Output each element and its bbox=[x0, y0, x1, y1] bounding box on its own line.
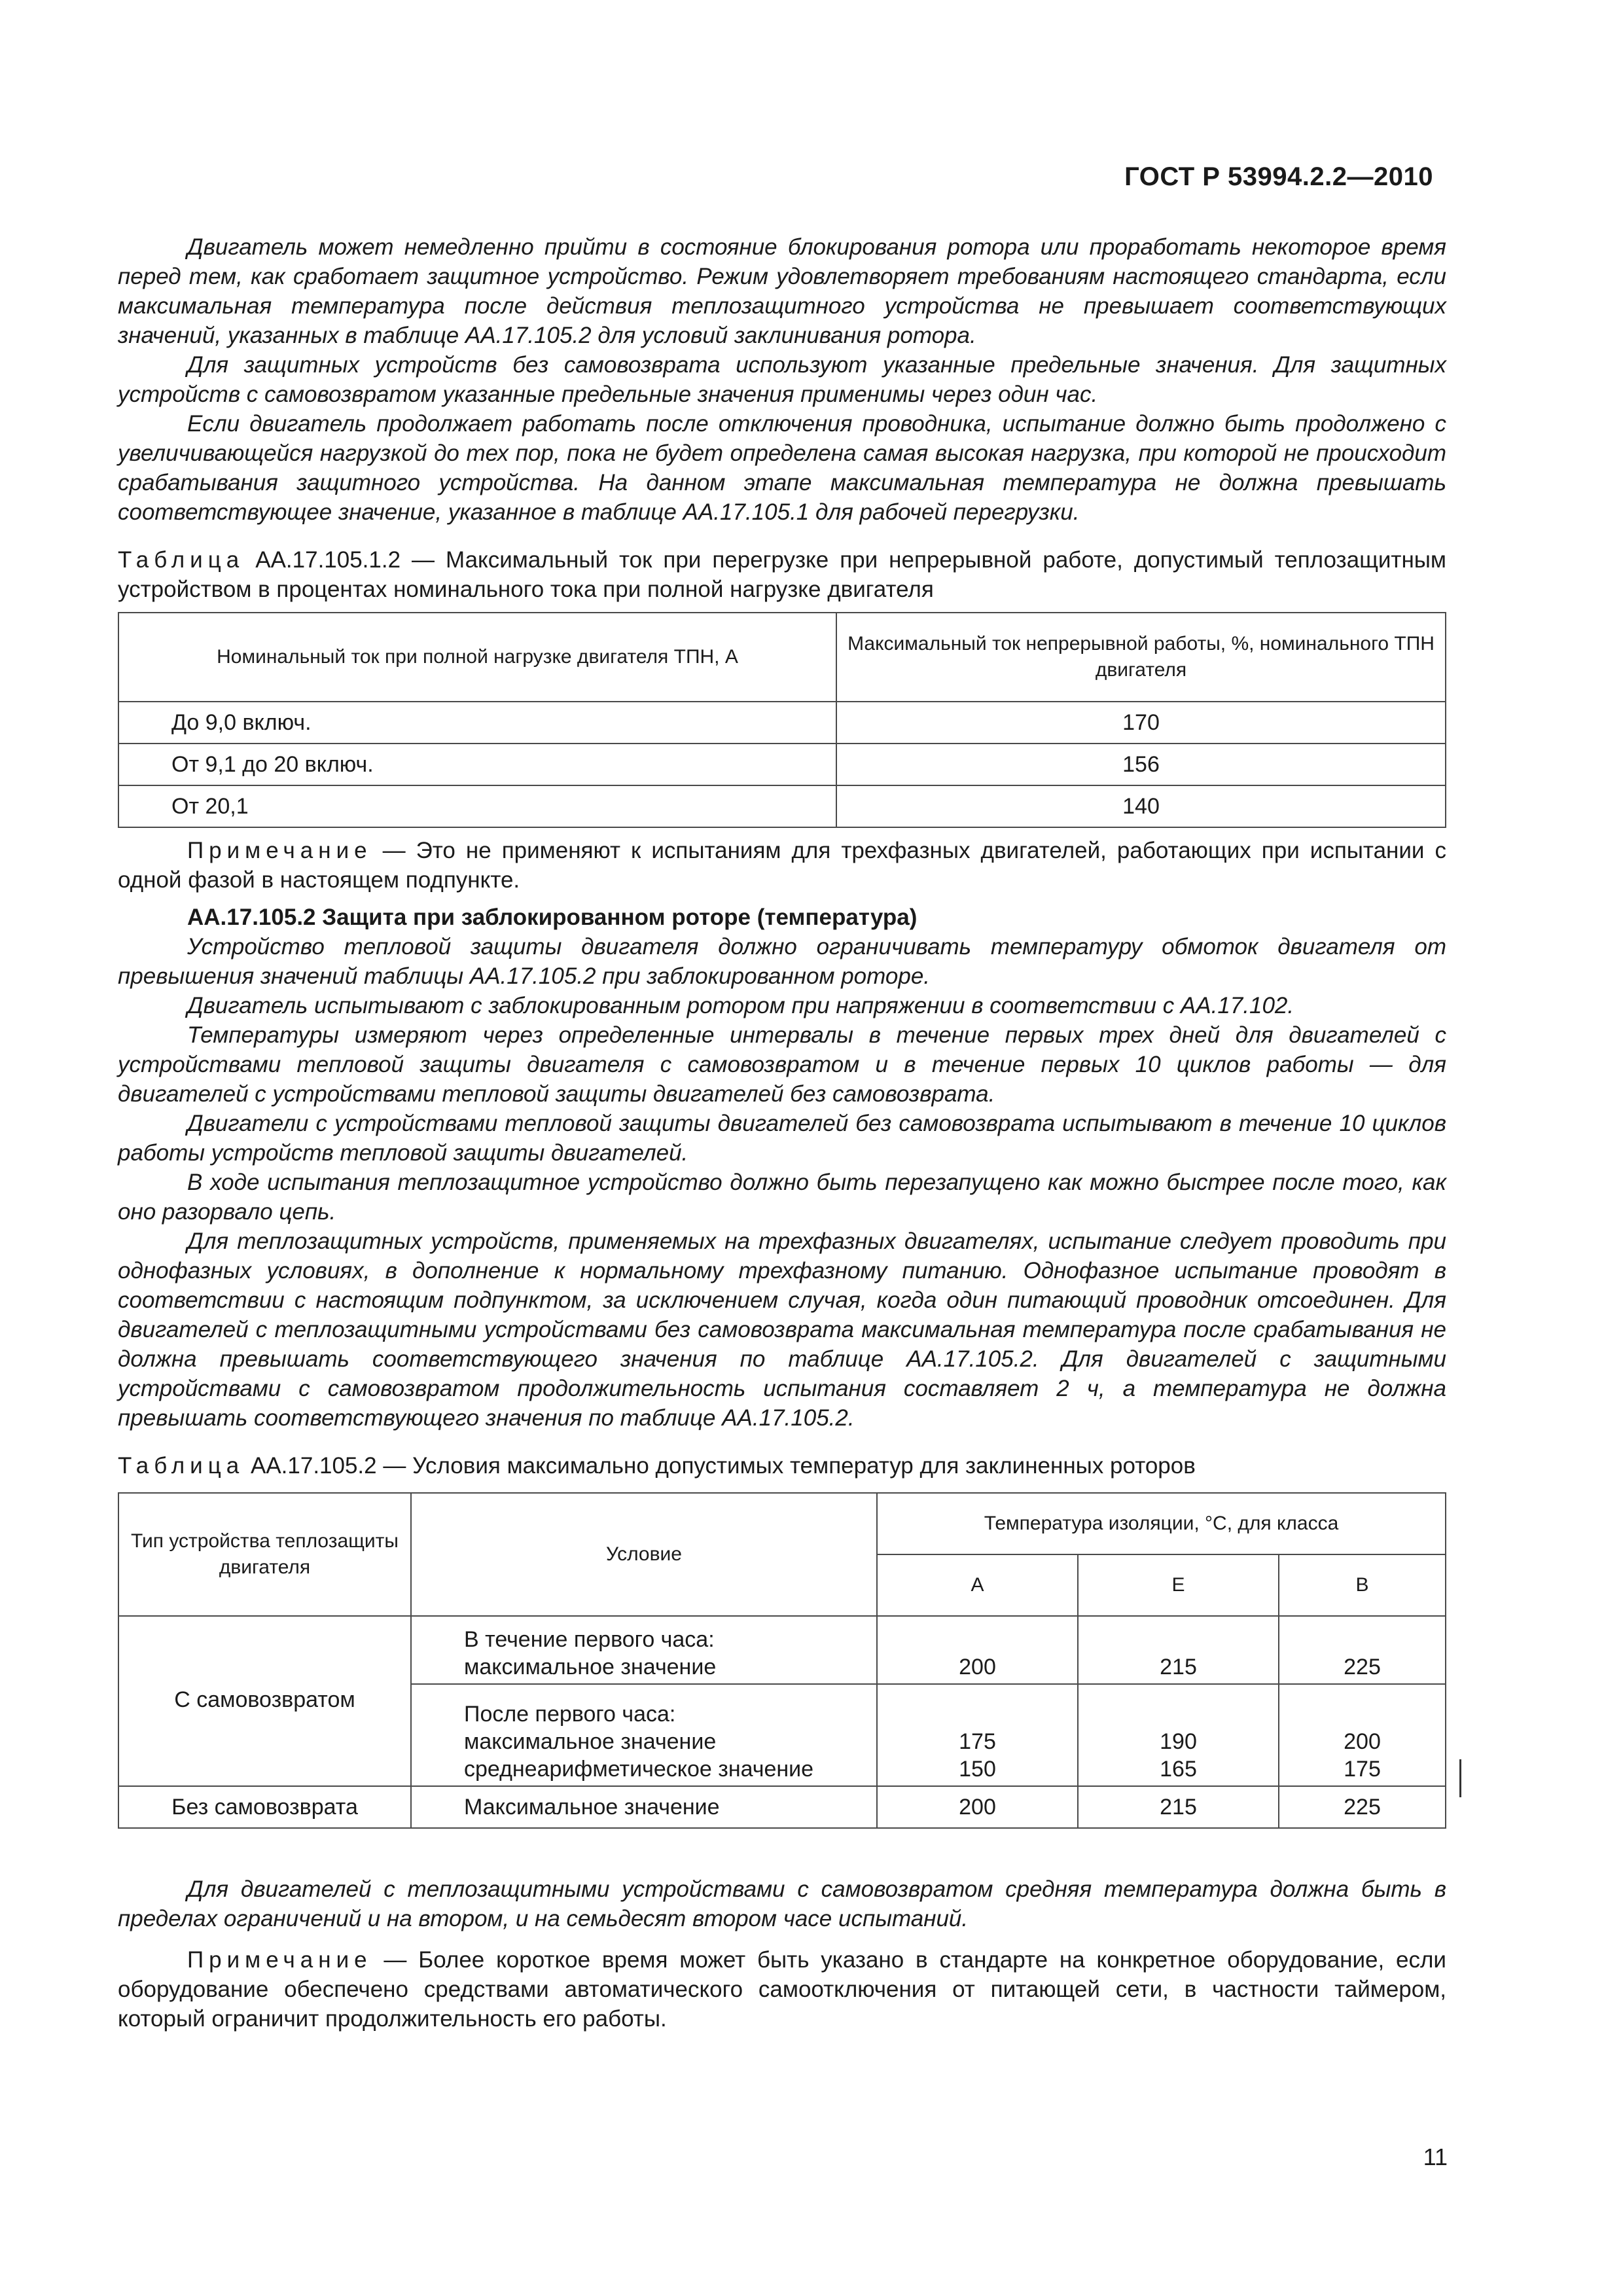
table-caption-text: АА.17.105.1.2 — Максимальный ток при перегрузке при непрерывной работе, допустимый теплозащитным устройством в процентах номинального тока при полной нагрузке двигателя bbox=[118, 547, 1446, 602]
table-header-cell: Условие bbox=[411, 1493, 877, 1616]
table-header-cell: Максимальный ток непрерывной работы, %, номинального ТПН двигателя bbox=[836, 613, 1446, 702]
cell-line: 190 bbox=[1160, 1729, 1197, 1754]
cell-line: среднеарифметическое значение bbox=[464, 1757, 814, 1782]
cell-line: 165 bbox=[1160, 1757, 1197, 1782]
table-cell bbox=[1279, 1684, 1446, 1786]
note-text: — Более короткое время может быть указано в стандарте на конкретное оборудование, если оборудование обеспечено средствами автоматического самоотключения от питающей сети, в частности таймером, который ограничит продолжительность его работы. bbox=[118, 1947, 1446, 2032]
change-bar bbox=[1459, 1759, 1461, 1797]
note bbox=[118, 1945, 1446, 2034]
paragraph: Двигатели с устройствами тепловой защиты двигателей без самовозврата испытывают в течение 10 циклов работы устройств тепловой защиты двигателей. bbox=[118, 1111, 1446, 1166]
table-header-row bbox=[118, 1493, 1446, 1554]
table-header-row bbox=[118, 613, 1446, 702]
paragraph: Для двигателей с теплозащитными устройствами с самовозвратом средняя температура должна быть в пределах ограничений и на втором, и на семьдесят втором часе испытаний. bbox=[118, 1876, 1446, 1931]
table2-caption bbox=[118, 1451, 1446, 1480]
note-label: Примечание bbox=[187, 838, 372, 863]
table-cell: 140 bbox=[836, 785, 1446, 827]
table-cell: От 9,1 до 20 включ. bbox=[118, 744, 836, 785]
note-label: Примечание bbox=[187, 1947, 372, 1973]
table-cell: С самовозвратом bbox=[118, 1616, 411, 1786]
table-header-cell: А bbox=[877, 1554, 1078, 1616]
note bbox=[118, 836, 1446, 895]
cell-line: максимальное значение bbox=[464, 1655, 717, 1679]
table-header-cell: Номинальный ток при полной нагрузке двигателя ТПН, А bbox=[118, 613, 836, 702]
table-cell: 200 bbox=[877, 1786, 1078, 1828]
table-row bbox=[118, 785, 1446, 827]
page-number: 11 bbox=[1423, 2144, 1448, 2170]
cell-line: 175 bbox=[1344, 1757, 1381, 1782]
page-content bbox=[118, 232, 1446, 2034]
table-header-cell: В bbox=[1279, 1554, 1446, 1616]
note-text: — Это не применяют к испытаниям для трехфазных двигателей, работающих при испытании с одной фазой в настоящем подпункте. bbox=[118, 838, 1446, 893]
table-caption-word: Таблица bbox=[118, 1453, 245, 1479]
table-row bbox=[118, 744, 1446, 785]
table-cell: 156 bbox=[836, 744, 1446, 785]
table-cell: Максимальное значение bbox=[411, 1786, 877, 1828]
table-cell bbox=[1078, 1684, 1279, 1786]
cell-line: 200 bbox=[1344, 1729, 1381, 1754]
cell-line: 175 bbox=[959, 1729, 996, 1754]
paragraph: Для защитных устройств без самовозврата используют указанные предельные значения. Для защитных устройств с самовозвратом указанные предельные значения применимы через один час. bbox=[118, 352, 1446, 407]
cell-line: максимальное значение bbox=[464, 1729, 717, 1754]
table-caption-text: АА.17.105.2 — Условия максимально допустимых температур для заклиненных роторов bbox=[250, 1453, 1196, 1479]
table-locked-rotor-temperatures bbox=[118, 1492, 1446, 1829]
paragraph: Двигатель может немедленно прийти в состояние блокирования ротора или проработать некоторое время перед тем, как сработает защитное устройство. Режим удовлетворяет требованиям настоящего стандарта, если максимальная температура после действия теплозащитного устройства не превышает соответствующих значений, указанных в таблице АА.17.105.2 для условий заклинивания ротора. bbox=[118, 234, 1446, 348]
cell-line: После первого часа: bbox=[464, 1702, 676, 1727]
paragraph: Для теплозащитных устройств, применяемых на трехфазных двигателях, испытание следует проводить при однофазных условиях, в дополнение к нормальному трехфазному питанию. Однофазное испытание проводят в соответствии с настоящим подпунктом, за исключением случая, когда один питающий проводник отсоединен. Для двигателей с теплозащитными устройствами без самовозврата максимальная температура после срабатывания не должна превышать соответствующего значения по таблице АА.17.105.2. Для двигателей с защитными устройствами с самовозвратом продолжительность испытания составляет 2 ч, а температура не должна превышать соответствующего значения по таблице АА.17.105.2. bbox=[118, 1229, 1446, 1431]
table-header-cell: Тип устройства теплозащиты двигателя bbox=[118, 1493, 411, 1616]
paragraph: Если двигатель продолжает работать после отключения проводника, испытание должно быть продолжено с увеличивающейся нагрузкой до тех пор, пока не будет определена самая высокая нагрузка, при которой не происходит срабатывания защитного устройства. На данном этапе максимальная температура не должна превышать соответствующее значение, указанное в таблице АА.17.105.1 для рабочей перегрузки. bbox=[118, 411, 1446, 525]
table-overload-current bbox=[118, 612, 1446, 828]
cell-line: В течение первого часа: bbox=[464, 1627, 715, 1652]
table-cell bbox=[411, 1684, 877, 1786]
table-cell: 215 bbox=[1078, 1616, 1279, 1684]
table-cell: 225 bbox=[1279, 1786, 1446, 1828]
paragraph: Устройство тепловой защиты двигателя должно ограничивать температуру обмоток двигателя от превышения значений таблицы АА.17.105.2 при заблокированном роторе. bbox=[118, 934, 1446, 989]
table-cell: От 20,1 bbox=[118, 785, 836, 827]
table-header-cell: Температура изоляции, °С, для класса bbox=[877, 1493, 1446, 1554]
table-header-cell: Е bbox=[1078, 1554, 1279, 1616]
table-caption-word: Таблица bbox=[118, 547, 245, 573]
table-row bbox=[118, 1786, 1446, 1828]
table-cell: 215 bbox=[1078, 1786, 1279, 1828]
section-heading: АА.17.105.2 Защита при заблокированном роторе (температура) bbox=[187, 905, 918, 930]
paragraph: Двигатель испытывают с заблокированным ротором при напряжении в соответствии с АА.17.102. bbox=[187, 993, 1294, 1018]
table-cell: До 9,0 включ. bbox=[118, 702, 836, 744]
standard-designation: ГОСТ Р 53994.2.2—2010 bbox=[1124, 162, 1433, 191]
table-cell: Без самовозврата bbox=[118, 1786, 411, 1828]
table-cell: 225 bbox=[1279, 1616, 1446, 1684]
table-cell: 170 bbox=[836, 702, 1446, 744]
table-cell: 200 bbox=[877, 1616, 1078, 1684]
table-cell bbox=[877, 1684, 1078, 1786]
table1-caption bbox=[118, 545, 1446, 604]
cell-line: 150 bbox=[959, 1757, 996, 1782]
table-row bbox=[118, 702, 1446, 744]
table-row bbox=[118, 1616, 1446, 1684]
paragraph: В ходе испытания теплозащитное устройство должно быть перезапущено как можно быстрее после того, как оно разорвало цепь. bbox=[118, 1170, 1446, 1225]
table-cell bbox=[411, 1616, 877, 1684]
paragraph: Температуры измеряют через определенные интервалы в течение первых трех дней для двигателей с устройствами тепловой защиты двигателя с самовозвратом и в течение первых 10 циклов работы — для двигателей с устройствами тепловой защиты двигателей без самовозврата. bbox=[118, 1022, 1446, 1107]
